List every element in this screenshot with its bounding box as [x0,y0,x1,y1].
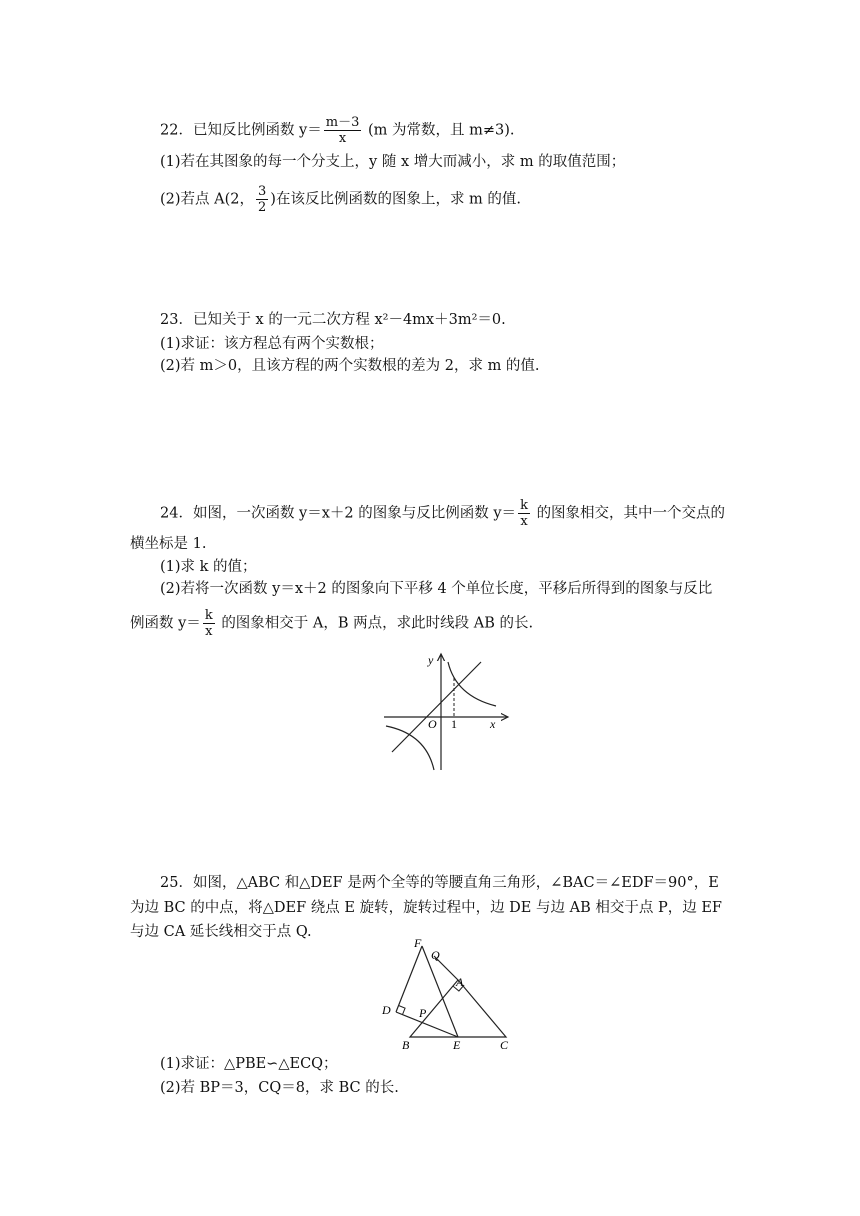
hyperbola-branch-3 [386,726,434,770]
point-q-label: Q [431,948,440,962]
q24-part2-text-b: 例函数 y＝ [130,615,201,632]
q24-graph-figure [378,648,518,774]
q22-part2-fraction [256,184,268,215]
q24-part2: (2)若将一次函数 y＝x＋2 的图象向下平移 4 个单位长度，平移后所得到的图象与反比 [160,581,713,597]
q22-fraction [324,115,362,146]
q24-stem [160,498,725,529]
q24-part2-fraction-denominator: x [205,624,213,639]
q24-part2-continued [130,608,533,639]
point-a-label: A [456,975,464,989]
q25-part1: (1)求证：△PBE∽△ECQ； [160,1056,338,1072]
q22-stem-text-b: (m 为常数，且 m≠3). [367,122,515,139]
q25-part2: (2)若 BP＝3，CQ＝8，求 BC 的长. [160,1080,399,1096]
q22-part2-fraction-denominator: 2 [258,200,267,215]
q22-stem-text-a: 22．已知反比例函数 y＝ [160,122,322,139]
q24-stem-text-a: 24．如图，一次函数 y＝x＋2 的图象与反比例函数 y＝ [160,505,517,522]
origin-label: O [428,717,437,731]
q24-stem-text-b: 的图象相交，其中一个交点的 [536,505,726,522]
q24-stem-continued: 横坐标是 1. [130,536,207,552]
q25-stem-continued-1: 为边 BC 的中点，将△DEF 绕点 E 旋转，旋转过程中，边 DE 与边 AB 相交于点 P，边 EF [130,900,722,916]
q25-triangle-figure [376,936,522,1052]
q24-part1: (1)求 k 的值； [160,559,257,575]
x-axis-label: x [490,717,496,731]
q23-part2: (2)若 m＞0，且该方程的两个实数根的差为 2，求 m 的值. [160,358,540,374]
segment-fe [422,946,458,1037]
tick-label-1: 1 [451,717,457,731]
segment-de [396,1012,458,1037]
point-e-label: E [453,1038,461,1052]
q24-part2-text-c: 的图象相交于 A，B 两点，求此时线段 AB 的长. [221,615,534,632]
q22-stem [160,115,515,146]
q25-stem: 25．如图，△ABC 和△DEF 是两个全等的等腰直角三角形，∠BAC＝∠EDF＝90°，E [160,875,719,891]
q24-part2-fraction-numerator: k [204,608,213,623]
point-p-label: P [419,1006,427,1020]
y-axis-label: y [428,653,434,667]
point-d-label: D [382,1003,391,1017]
q23-stem: 23．已知关于 x 的一元二次方程 x²－4mx＋3m²＝0. [160,312,506,328]
point-c-label: C [500,1038,509,1052]
q24-part2-fraction [203,608,215,639]
hyperbola-branch-1 [448,662,496,706]
q23-part1: (1)求证：该方程总有两个实数根； [160,336,384,352]
segment-fd [396,946,422,1012]
q22-fraction-numerator: m－3 [325,115,360,130]
q24-fraction-denominator: x [520,514,528,529]
q24-fraction [518,498,530,529]
q24-fraction-numerator: k [520,498,528,513]
point-f-label: F [414,936,422,950]
q22-part2-text-b: )在该反比例函数的图象上，求 m 的值. [270,191,522,208]
q25-stem-continued-2: 与边 CA 延长线相交于点 Q. [130,924,312,940]
q22-part2-fraction-numerator: 3 [258,184,267,199]
q22-part2 [160,184,521,215]
linear-function-line [392,662,481,752]
q22-part2-text-a: (2)若点 A(2， [160,191,255,208]
q22-part1: (1)若在其图象的每一个分支上，y 随 x 增大而减小，求 m 的取值范围； [160,154,626,170]
point-b-label: B [402,1038,410,1052]
q22-fraction-denominator: x [338,131,347,146]
